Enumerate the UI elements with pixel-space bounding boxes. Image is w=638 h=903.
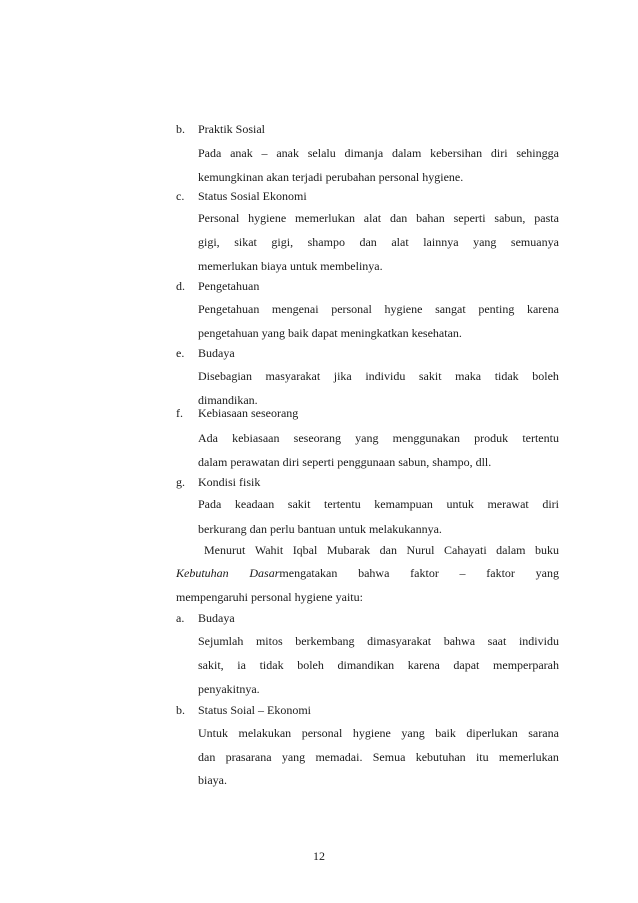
list-marker: g. [176, 475, 185, 489]
word: untuk [446, 497, 474, 511]
list-item-heading: Status Sosial Ekonomi [198, 189, 307, 203]
word: merawat [487, 497, 529, 511]
word: Sejumlah [198, 634, 244, 648]
list-item-heading: Pengetahuan [198, 279, 260, 293]
word: memperparah [493, 658, 559, 672]
word: prasarana [225, 750, 272, 764]
word: – [459, 566, 466, 580]
word: dan [379, 543, 397, 557]
word: personal [331, 302, 372, 316]
list-item-body-line: berkurang dan perlu bantuan untuk melakukannya. [198, 522, 442, 536]
word: anak [276, 146, 299, 160]
list-item-body-line [198, 634, 559, 648]
word: individu [365, 369, 406, 383]
list-item-body-line [198, 497, 559, 511]
word: masyarakat [265, 369, 321, 383]
word: kemampuan [374, 497, 433, 511]
list-marker: d. [176, 279, 185, 293]
word: diri [490, 146, 508, 160]
word: keadaan [234, 497, 275, 511]
word: alat [391, 235, 409, 249]
word: Iqbal [292, 543, 318, 557]
list-item-body-line: kemungkinan akan terjadi perubahan personal hygiene. [198, 170, 464, 184]
word: bahan [416, 211, 445, 225]
list-item-body-line: penyakitnya. [198, 682, 260, 696]
word: saat [487, 634, 507, 648]
word: dimanja [344, 146, 384, 160]
word: Disebagian [198, 369, 252, 383]
word: dan [198, 750, 216, 764]
list-item-body-line [198, 369, 559, 383]
list-item-body-line [198, 211, 559, 225]
word: dimandikan [337, 658, 395, 672]
word: Personal [198, 211, 240, 225]
list-marker: b. [176, 122, 185, 136]
list-item-body-line: dalam perawatan diri seperti penggunaan sabun, shampo, dll. [198, 455, 492, 469]
word: Menurut [204, 543, 246, 557]
word: alat [363, 211, 382, 225]
word: kebutuhan [415, 750, 466, 764]
word: – [261, 146, 268, 160]
word: semuanya [510, 235, 559, 249]
list-item-heading: Kebiasaan seseorang [198, 406, 299, 420]
word: hygiene [248, 211, 287, 225]
word: diri [542, 497, 559, 511]
word: personal [301, 726, 343, 740]
word: Semua [372, 750, 406, 764]
word: memerlukan [498, 750, 559, 764]
word: jika [333, 369, 352, 383]
word: yang [535, 566, 559, 580]
list-item-body-line: dimandikan. [198, 393, 258, 407]
word: shampo [307, 235, 345, 249]
word: Untuk [198, 726, 228, 740]
list-item-heading: Budaya [198, 346, 235, 360]
word: yang [281, 750, 306, 764]
word: dimasyarakat [367, 634, 432, 648]
page-number: 12 [313, 849, 325, 863]
word: hygiene [352, 726, 391, 740]
list-item-body-line [198, 302, 559, 316]
word: kebiasaan [232, 431, 280, 445]
word: memadai. [315, 750, 363, 764]
paragraph-line [204, 543, 559, 557]
paragraph-line: mempengaruhi personal hygiene yaitu: [176, 590, 363, 604]
word: yang [473, 235, 497, 249]
word: lainnya [423, 235, 459, 249]
word: melakukan [238, 726, 292, 740]
word: dapat [453, 658, 480, 672]
word: faktor [486, 566, 515, 580]
word: Pengetahuan [198, 302, 260, 316]
word: tertentu [522, 431, 559, 445]
list-marker: b. [176, 703, 185, 717]
word: produk [474, 431, 509, 445]
word: itu [475, 750, 489, 764]
word: sangat [435, 302, 466, 316]
word: boleh [297, 658, 324, 672]
list-item-body-line: pengetahuan yang baik dapat meningkatkan kesehatan. [198, 326, 462, 340]
word: berkembang [295, 634, 355, 648]
word: gigi, [198, 235, 220, 249]
word: dan [359, 235, 377, 249]
list-item-heading: Praktik Sosial [198, 122, 266, 136]
word: Pada [198, 497, 222, 511]
word: tidak [259, 658, 284, 672]
word: Nurul [406, 543, 435, 557]
word: karena [407, 658, 440, 672]
word: karena [526, 302, 559, 316]
list-item-body-line [198, 750, 559, 764]
book-title-word: Dasar [249, 566, 280, 580]
paragraph-line [176, 566, 559, 580]
list-marker: c. [176, 189, 185, 203]
word: dalam [391, 146, 422, 160]
word: sehingga [516, 146, 559, 160]
word: kebersihan [430, 146, 483, 160]
word: anak [230, 146, 253, 160]
list-item-body-line [198, 658, 559, 672]
word: penting [478, 302, 515, 316]
word: buku [534, 543, 559, 557]
word: Cahayati [444, 543, 487, 557]
list-item-body-line: memerlukan biaya untuk membelinya. [198, 259, 383, 273]
word: bahwa [443, 634, 476, 648]
word: ia [237, 658, 246, 672]
word: sakit [287, 497, 311, 511]
word: tertentu [324, 497, 361, 511]
word: mitos [255, 634, 283, 648]
list-item-body-line [198, 431, 559, 445]
word: bahwa [358, 566, 390, 580]
list-item-body-line [198, 146, 559, 160]
list-marker: f. [176, 406, 183, 420]
word: dalam [496, 543, 526, 557]
list-item-heading: Status Soial – Ekonomi [198, 703, 312, 717]
word: mengatakan [279, 566, 338, 580]
word: diperlukan [466, 726, 518, 740]
list-item-body-line [198, 235, 559, 249]
word: yang [401, 726, 425, 740]
word: dan [389, 211, 408, 225]
word: Pada [198, 146, 222, 160]
list-item-heading: Budaya [198, 611, 235, 625]
list-item-body-line [198, 726, 559, 740]
word: Wahit [254, 543, 284, 557]
word-group [249, 566, 337, 580]
word: sikat [234, 235, 257, 249]
word: seseorang [293, 431, 341, 445]
word: pasta [534, 211, 559, 225]
word: maka [455, 369, 482, 383]
word: Ada [198, 431, 218, 445]
list-marker: a. [176, 611, 185, 625]
word: faktor [410, 566, 439, 580]
word: memerlukan [294, 211, 355, 225]
word: gigi, [271, 235, 294, 249]
word: sakit [418, 369, 442, 383]
word: selalu [307, 146, 336, 160]
word: sarana [528, 726, 559, 740]
word: seperti [453, 211, 486, 225]
word: Mubarak [326, 543, 371, 557]
list-item-heading: Kondisi fisik [198, 475, 261, 489]
list-marker: e. [176, 346, 185, 360]
word: boleh [532, 369, 559, 383]
word: sakit, [198, 658, 224, 672]
word: hygiene [384, 302, 423, 316]
book-title-word: Kebutuhan [176, 566, 229, 580]
word: menggunakan [392, 431, 460, 445]
word: sabun, [494, 211, 526, 225]
word: tidak [494, 369, 519, 383]
list-item-body-line: biaya. [198, 773, 227, 787]
word: baik [435, 726, 456, 740]
word: mengenai [271, 302, 319, 316]
word: yang [355, 431, 379, 445]
word: individu [518, 634, 559, 648]
